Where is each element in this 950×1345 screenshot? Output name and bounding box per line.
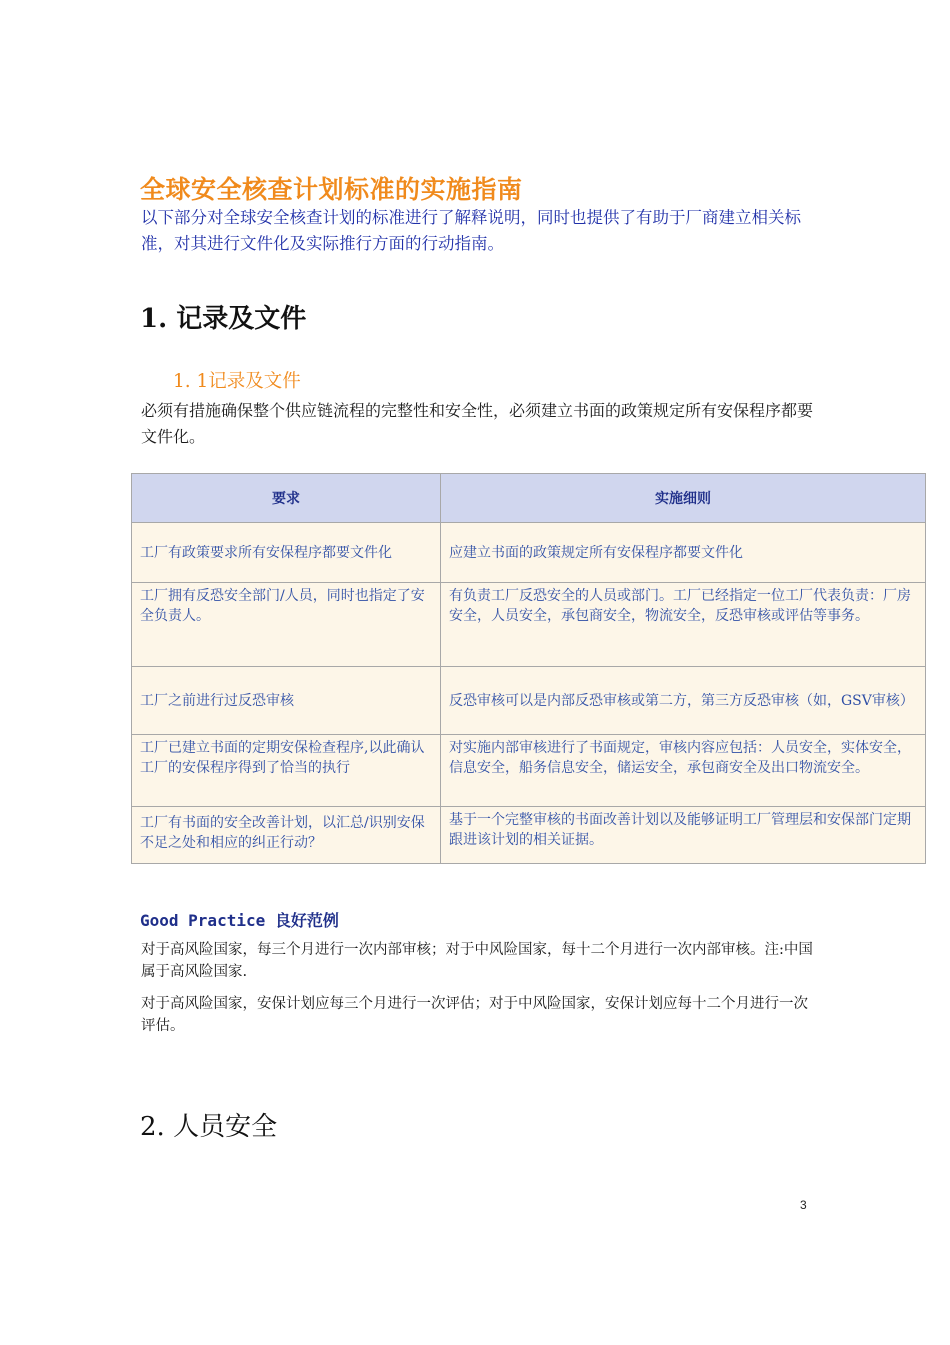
intro-paragraph: 以下部分对全球安全核查计划的标准进行了解释说明，同时也提供了有助于厂商建立相关标准，对其进行文件化及实际推行方面的行动指南。 xyxy=(141,208,801,253)
good-practice-paragraph-2: 对于高风险国家，安保计划应每三个月进行一次评估；对于中风险国家，安保计划应每十二个月进行一次评估。 xyxy=(141,996,808,1034)
section-1-heading: 1. 记录及文件 xyxy=(140,304,307,334)
table-row xyxy=(132,667,926,735)
table-row xyxy=(132,807,926,864)
page-title: 全球安全核查计划标准的实施指南 xyxy=(140,175,523,204)
row-requirement: 工厂拥有反恐安全部门/人员，同时也指定了安全负责人。 xyxy=(132,583,441,667)
row-detail: 反恐审核可以是内部反恐审核或第二方，第三方反恐审核（如，GSV审核） xyxy=(441,667,926,735)
table-header-row xyxy=(132,474,926,523)
good-practice-title: Good Practice 良好范例 xyxy=(140,911,339,930)
row-requirement: 工厂有书面的安全改善计划，以汇总/识别安保不足之处和相应的纠正行动？ xyxy=(132,807,441,864)
section-1-1-heading: 1. 1记录及文件 xyxy=(173,371,301,392)
table-row xyxy=(132,735,926,807)
header-detail: 实施细则 xyxy=(441,474,926,523)
row-requirement: 工厂之前进行过反恐审核 xyxy=(132,667,441,735)
section-2-heading: 2. 人员安全 xyxy=(140,1112,278,1142)
row-detail: 基于一个完整审核的书面改善计划以及能够证明工厂管理层和安保部门定期跟进该计划的相关证据。 xyxy=(441,807,926,864)
row-requirement: 工厂已建立书面的定期安保检查程序,以此确认工厂的安保程序得到了恰当的执行 xyxy=(132,735,441,807)
row-detail: 对实施内部审核进行了书面规定，审核内容应包括：人员安全，实体安全，信息安全，船务信息安全，储运安全，承包商安全及出口物流安全。 xyxy=(441,735,926,807)
row-detail: 有负责工厂反恐安全的人员或部门。工厂已经指定一位工厂代表负责：厂房安全，人员安全，承包商安全，物流安全，反恐审核或评估等事务。 xyxy=(441,583,926,667)
table-row xyxy=(132,583,926,667)
page-number: 3 xyxy=(800,1198,807,1212)
requirements-table xyxy=(131,473,926,864)
table-row xyxy=(132,523,926,583)
header-requirement: 要求 xyxy=(132,474,441,523)
good-practice-paragraph-1: 对于高风险国家，每三个月进行一次内部审核；对于中风险国家，每十二个月进行一次内部审核。注:中国属于高风险国家. xyxy=(141,942,813,980)
section-1-1-body: 必须有措施确保整个供应链流程的完整性和安全性，必须建立书面的政策规定所有安保程序都要文件化。 xyxy=(141,401,814,446)
row-detail: 应建立书面的政策规定所有安保程序都要文件化 xyxy=(441,523,926,583)
row-requirement: 工厂有政策要求所有安保程序都要文件化 xyxy=(132,523,441,583)
